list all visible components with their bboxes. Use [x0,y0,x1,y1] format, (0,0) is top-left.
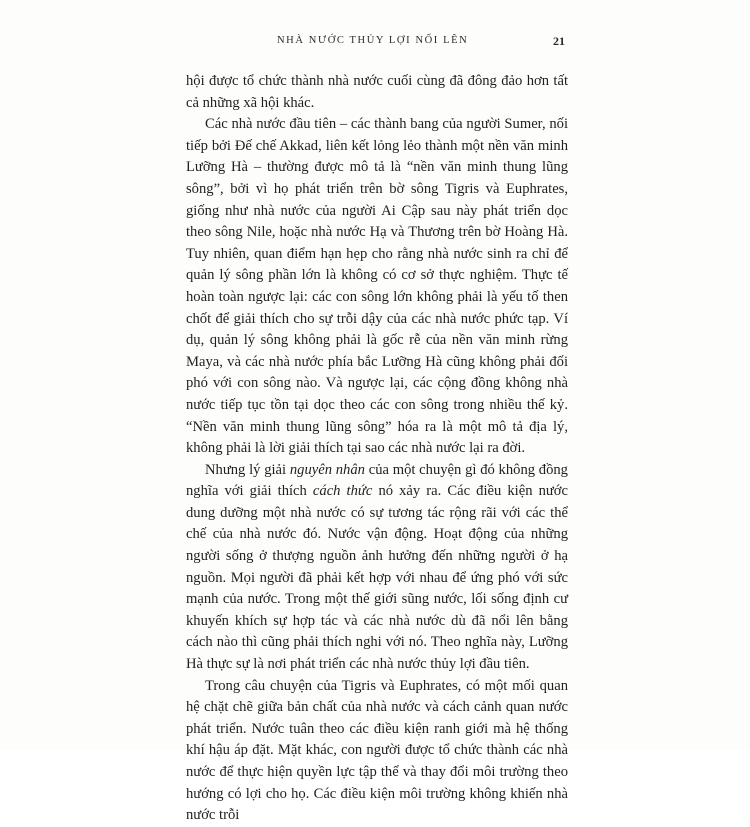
paragraph-text: của một chuyện gì đó không đồng nghĩa với giải thích [186,461,568,500]
paragraph-text: nó xảy ra. Các điều kiện nước dung dưỡng một nhà nước có sự tương tác rộng rãi với các thể chế của nhà nước đó. Nước vận động. Hoạt động của những người sống ở thượng nguồn ảnh hưởng đến những người ở hạ nguồn. Mọi người đã phải kết hợp với nhau để ứng phó với sức mạnh của nước. Trong một thế giới sũng nước, lối sống định cư khuyến khích sự hợp tác và các nhà nước dù đã nổi lên bằng cách nào thì cũng phải thích nghi với nó. Theo nghĩa này, Lưỡng Hà thực sự là nơi phát triển các nhà nước thủy lợi đầu tiên. [186,483,568,673]
paragraph-river-valley [186,114,568,460]
emphasis-how: cách thức [312,483,373,500]
emphasis-cause: nguyên nhân [289,461,365,478]
paragraph-text: Các nhà nước đầu tiên – các thành bang của người Sumer, nối tiếp bởi Đế chế Akkad, liên kết lỏng lẻo thành một nền văn minh Lưỡng Hà – thường được mô tả là “nền văn minh thung lũng sông”, bởi vì họ phát triển trên bờ sông Tigris và Euphrates, giống như nhà nước của người Ai Cập sau này phát triển dọc theo sông Nile, hoặc nhà nước Hạ và Thương trên bờ Hoàng Hà. Tuy nhiên, quan điểm hạn hẹp cho rằng nhà nước sinh ra chỉ để quản lý sông phần lớn là không có cơ sở thực nghiệm. Thực tế hoàn toàn ngược lại: các con sông lớn không phải là yếu tố then chốt để giải thích cho sự trỗi dậy của các nhà nước phức tạp. Ví dụ, quản lý sông không phải là gốc rễ của nền văn minh rừng Maya, và các nhà nước phía bắc Lưỡng Hà cũng không phải đối phó với con sông nào. Và ngược lại, các cộng đồng không nhà nước tiếp tục tồn tại dọc theo các con sông trong nhiều thế kỷ. “Nền văn minh thung lũng sông” hóa ra là một mô tả địa lý, không phải là lời giải thích tại sao các nhà nước lại ra đời. [186,116,568,457]
page-number: 21 [553,34,565,48]
running-header [0,35,750,51]
paragraph-text: hội được tổ chức thành nhà nước cuối cùng đã đông đảo hơn tất cả những xã hội khác. [186,73,568,111]
paragraph-tigris-euphrates [186,676,568,827]
body-text [186,71,568,827]
paragraph-text: Trong câu chuyện của Tigris và Euphrates, có một mối quan hệ chặt chẽ giữa bản chất của nhà nước và cách cảnh quan nước phát triển. Nước tuân theo các điều kiện ranh giới mà hệ thống khí hậu áp đặt. Mặt khác, con người được tổ chức thành các nhà nước để thực hiện quyền lực tập thể và thay đổi môi trường theo hướng có lợi cho họ. Các điều kiện môi trường không khiến nhà nước trỗi [186,677,568,824]
chapter-running-title: NHÀ NƯỚC THỦY LỢI NỔI LÊN [277,35,469,46]
paragraph-text: Nhưng lý giải [205,461,290,478]
paragraph-cause-vs-how [186,460,568,676]
paragraph-continued [186,71,568,114]
